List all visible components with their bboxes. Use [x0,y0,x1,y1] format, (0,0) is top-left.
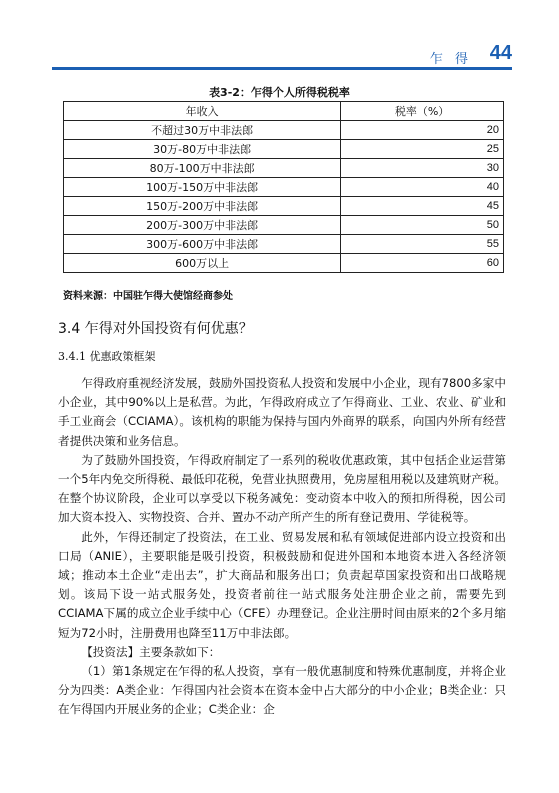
header-rule [52,67,512,70]
paragraph: 乍得政府重视经济发展，鼓励外国投资私人投资和发展中小企业，现有7800多家中小企业，其中90%以上是私营。为此，乍得政府成立了乍得商业、工业、农业、矿业和手工业商会（CCIAMA）。该机构的职能为保持与国内外商界的联系，向国内外所有经营者提供决策和业务信息。 [58,376,506,448]
section-heading: 3.4 乍得对外国投资有何优惠？ [58,321,253,337]
rate-cell: 45 [341,197,504,216]
income-cell: 80万-100万中非法郎 [64,159,341,178]
income-cell: 100万-150万中非法郎 [64,178,341,197]
paragraph: 此外，乍得还制定了投资法，在工业、贸易发展和私有领域促进部内设立投资和出口局（ANIE），主要职能是吸引投资，积极鼓励和促进外国和本地资本进入各经济领域；推动本土企业“走出去”，扩大商品和服务出口；负责起草国家投资和出口战略规划。该局下设一站式服务处，投资者前往一站式服务处注册企业之前，需要先到CCIAMA下属的成立企业手续中心（CFE）办理登记。企业注册时间由原来的2个多月缩短为72小时，注册费用也降至11万中非法郎。 [58,529,506,640]
table-row [64,159,504,178]
paragraph: 【投资法】主要条款如下： [81,644,221,659]
column-header-rate: 税率（%） [341,102,504,121]
table-row [64,197,504,216]
income-cell: 30万-80万中非法郎 [64,140,341,159]
page-header [52,42,512,70]
table-title: 表3-2：乍得个人所得税税率 [209,86,350,99]
rate-cell: 55 [341,235,504,254]
table-header-row [64,102,504,121]
column-header-income: 年收入 [64,102,341,121]
table-source: 资料来源：中国驻乍得大使馆经商参处 [63,291,233,302]
paragraph: （1）第1条规定在乍得的私人投资，享有一般优惠制度和特殊优惠制度，并将企业分为四类：A类企业：乍得国内社会资本在资本金中占大部分的中小企业；B类企业：只在乍得国内开展业务的企业；C类企业：企 [58,664,506,717]
body-text [58,374,506,720]
income-cell: 600万以上 [64,254,341,273]
paragraph: 为了鼓励外国投资，乍得政府制定了一系列的税收优惠政策，其中包括企业运营第一个5年内免交所得税、最低印花税，免营业执照费用，免房屋租用税以及建筑财产税。在整个协议阶段，企业可以享受以下税务减免：变动资本中收入的预扣所得税，因公司加大资本投入、实物投资、合并、置办不动产所产生的所有登记费用、学徒税等。 [58,452,506,525]
rate-cell: 25 [341,140,504,159]
rate-cell: 40 [341,178,504,197]
subsection-heading: 3.4.1 优惠政策框架 [58,350,156,363]
income-cell: 150万-200万中非法郎 [64,197,341,216]
income-cell: 300万-600万中非法郎 [64,235,341,254]
table-row [64,254,504,273]
rate-cell: 30 [341,159,504,178]
rate-cell: 60 [341,254,504,273]
tax-rate-table [63,101,504,273]
table-row [64,216,504,235]
income-cell: 200万-300万中非法郎 [64,216,341,235]
rate-cell: 20 [341,121,504,140]
income-cell: 不超过30万中非法郎 [64,121,341,140]
table-row [64,140,504,159]
header-title: 乍 得 [429,52,472,67]
table-row [64,235,504,254]
table-row [64,121,504,140]
table-row [64,178,504,197]
page-number: 44 [489,42,512,64]
rate-cell: 50 [341,216,504,235]
